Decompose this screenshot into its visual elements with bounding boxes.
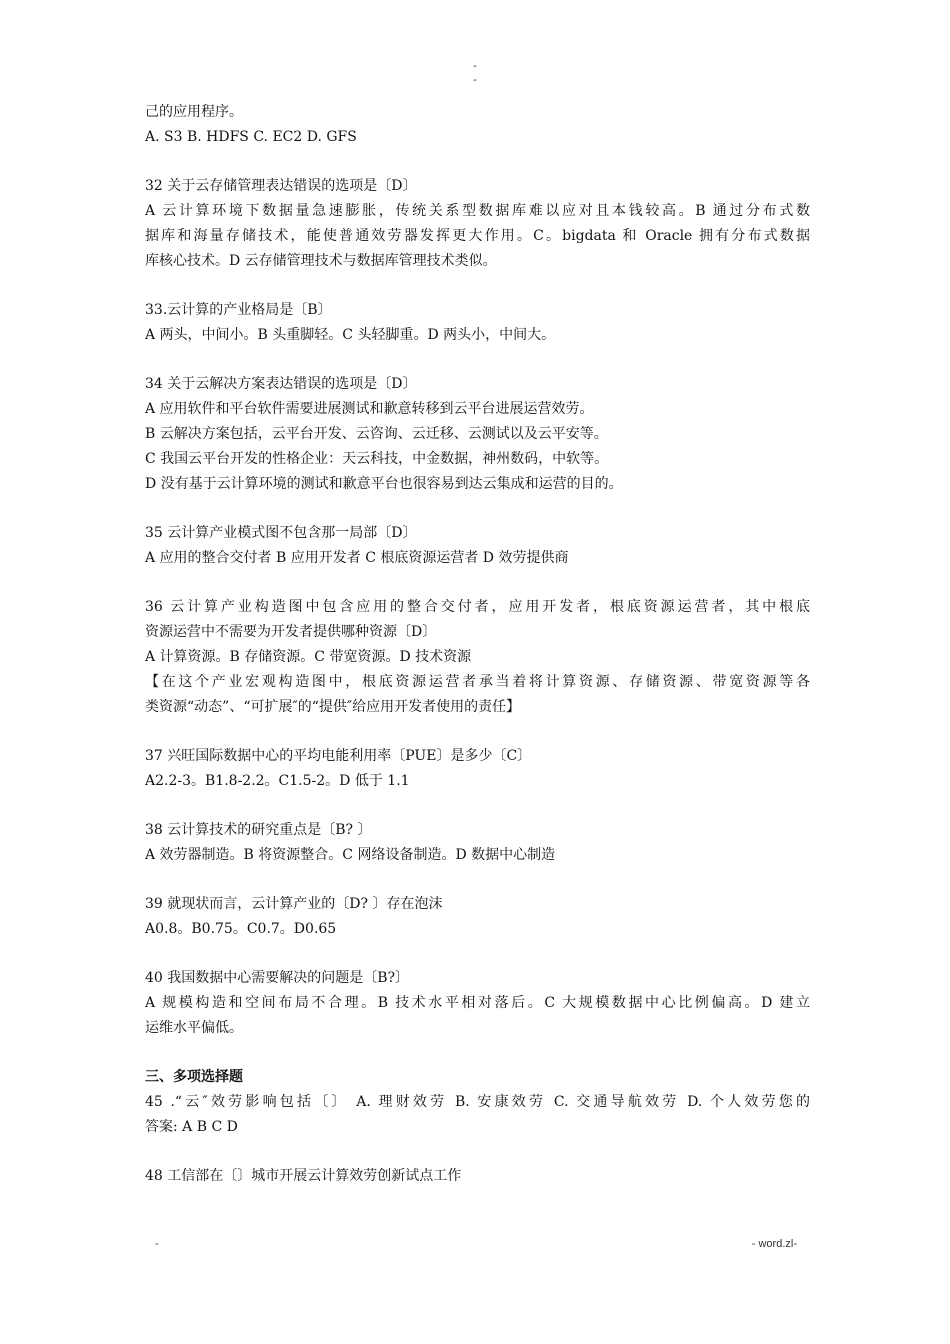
paragraph-spacer — [145, 868, 810, 892]
paragraph-spacer — [145, 150, 810, 174]
header-mark-bottom: - — [473, 74, 477, 86]
text-line: A 计算资源。B 存储资源。C 带宽资源。D 技术资源 — [145, 649, 472, 665]
footer-page-label: - word.zl- — [751, 1238, 797, 1250]
text-line: 34 关于云解决方案表达错误的选项是〔D〕 — [145, 376, 417, 392]
paragraph-spacer — [145, 571, 810, 595]
paragraph-spacer — [145, 1041, 810, 1065]
paragraph-spacer — [145, 274, 810, 298]
text-line: A 两头，中间小。B 头重脚轻。C 头轻脚重。D 两头小，中间大。 — [145, 327, 556, 343]
text-line: 答案: A B C D — [145, 1119, 238, 1135]
text-line: 39 就现状而言，云计算产业的〔D? 〕存在泡沫 — [145, 896, 443, 912]
text-line: A2.2-3。B1.8-2.2。C1.5-2。D 低于 1.1 — [145, 773, 410, 789]
text-line: A 效劳器制造。B 将资源整合。C 网络设备制造。D 数据中心制造 — [145, 847, 556, 863]
text-line: C 我国云平台开发的性格企业：天云科技，中金数据，神州数码，中软等。 — [145, 451, 609, 467]
text-line: 35 云计算产业模式图不包含那一局部〔D〕 — [145, 525, 417, 541]
text-line: 【在这个产业宏观构造图中，根底资源运营者承当着将计算资源、存储资源、带宽资源等各 — [145, 674, 810, 690]
text-line: 38 云计算技术的研究重点是〔B? 〕 — [145, 822, 372, 838]
text-line: 类资源“动态”、“可扩展″的“提供″给应用开发者使用的责任】 — [145, 699, 521, 715]
text-line: 运维水平偏低。 — [145, 1020, 243, 1036]
text-line: A 规模构造和空间布局不合理。B 技术水平相对落后。C 大规模数据中心比例偏高。D 建立 — [145, 995, 810, 1011]
text-line: 45 .“云″效劳影响包括〔〕 A. 理财效劳 B. 安康效劳 C. 交通导航效劳 D. 个人效劳您的 — [145, 1094, 810, 1110]
text-line: 资源运营中不需要为开发者提供哪种资源〔D〕 — [145, 624, 437, 640]
text-line: 40 我国数据中心需要解决的问题是〔B?〕 — [145, 970, 410, 986]
text-line: D 没有基于云计算环境的测试和歉意平台也很容易到达云集成和运营的目的。 — [145, 476, 623, 492]
paragraph-spacer — [145, 348, 810, 372]
text-line: B 云解决方案包括，云平台开发、云咨询、云迁移、云测试以及云平安等。 — [145, 426, 608, 442]
text-line: A0.8。B0.75。C0.7。D0.65 — [145, 921, 337, 937]
header-mark-top: - — [473, 60, 477, 72]
text-line: A 应用软件和平台软件需要进展测试和歉意转移到云平台进展运营效劳。 — [145, 401, 594, 417]
text-line: 37 兴旺国际数据中心的平均电能利用率〔PUE〕是多少〔C〕 — [145, 748, 532, 764]
text-line: 己的应用程序。 — [145, 104, 243, 120]
paragraph-spacer — [145, 720, 810, 744]
text-line: 48 工信部在〔〕城市开展云计算效劳创新试点工作 — [145, 1168, 462, 1184]
text-line: A 应用的整合交付者 B 应用开发者 C 根底资源运营者 D 效劳提供商 — [145, 550, 569, 566]
text-line: 33.云计算的产业格局是〔B〕 — [145, 302, 332, 318]
text-line: 据库和海量存储技术，能使普通效劳器发挥更大作用。C。bigdata 和 Oracle 拥有分布式数据 — [145, 228, 810, 244]
text-line: A 云计算环境下数据量急速膨胀，传统关系型数据库难以应对且本钱较高。B 通过分布式数 — [145, 203, 810, 219]
paragraph-spacer — [145, 497, 810, 521]
paragraph-spacer — [145, 1140, 810, 1164]
document-body — [145, 100, 810, 1189]
section-heading: 三、多项选择题 — [145, 1069, 243, 1085]
paragraph-spacer — [145, 794, 810, 818]
footer-left-mark: - — [155, 1238, 159, 1250]
text-line: A. S3 B. HDFS C. EC2 D. GFS — [145, 129, 357, 145]
paragraph-spacer — [145, 942, 810, 966]
text-line: 36 云计算产业构造图中包含应用的整合交付者，应用开发者，根底资源运营者，其中根底 — [145, 599, 810, 615]
text-line: 库核心技术。D 云存储管理技术与数据库管理技术类似。 — [145, 253, 497, 269]
text-line: 32 关于云存储管理表达错误的选项是〔D〕 — [145, 178, 417, 194]
